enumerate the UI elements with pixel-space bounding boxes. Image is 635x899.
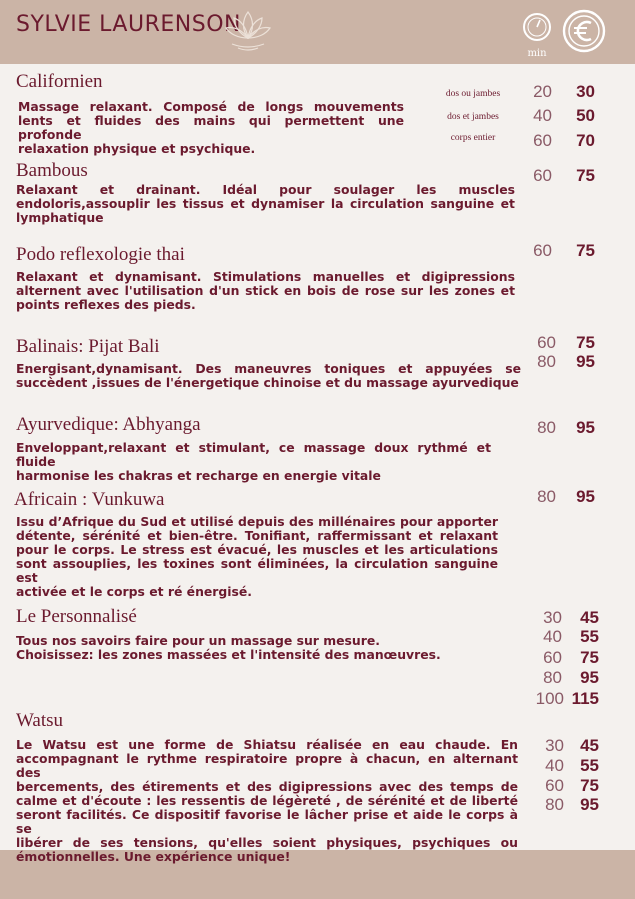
service-description: Relaxant et drainant. Idéal pour soulager les muscles endoloris,assouplir les tissus et dynamiser la circulation sanguine et lymphatique [16, 182, 515, 225]
duration: 60 [537, 333, 556, 352]
price: 45 [580, 736, 599, 755]
price: 50 [576, 106, 595, 125]
price-note: corps entier [450, 133, 496, 143]
service-title: Balinais: Pijat Bali [16, 336, 160, 357]
price: 75 [576, 333, 595, 352]
service-description: Enveloppant,relaxant et stimulant, ce massage doux rythmé et fluide harmonise les chakras et recharge en energie vitale [16, 440, 491, 483]
duration: 30 [545, 736, 564, 755]
service-description: Relaxant et dynamisant. Stimulations manuelles et digipressions alternent avec l'utilisation d'un stick en bois de rose sur les zones et points reflexes des pieds. [16, 269, 515, 312]
duration: 60 [533, 241, 552, 260]
service-title: Africain : Vunkuwa [14, 489, 165, 510]
price: 55 [580, 756, 599, 775]
duration: 80 [537, 352, 556, 371]
duration: 60 [543, 648, 562, 667]
duration: 40 [545, 756, 564, 775]
service-title: Watsu [16, 710, 64, 731]
service-title: Podo reflexologie thai [16, 244, 185, 265]
price: 95 [580, 795, 599, 814]
price: 75 [580, 648, 599, 667]
price-note: dos et jambes [447, 112, 499, 122]
price: 75 [576, 241, 595, 260]
price: 95 [576, 418, 595, 437]
duration: 30 [543, 608, 562, 627]
price: 55 [580, 627, 599, 646]
duration: 100 [535, 689, 564, 708]
service-description: Massage relaxant. Composé de longs mouvements lents et fluides des mains qui permettent une profonde relaxation physique et psychique. [18, 99, 404, 156]
duration: 40 [543, 627, 562, 646]
minutes-label: min [527, 48, 547, 59]
price: 45 [580, 608, 599, 627]
duration: 40 [533, 106, 552, 125]
clock-icon [522, 12, 552, 42]
price: 95 [580, 668, 599, 687]
price: 95 [576, 352, 595, 371]
brand-name: SYLVIE LAURENSON [16, 12, 241, 37]
lotus-logo-icon [222, 6, 274, 52]
price: 70 [576, 131, 595, 150]
service-title: Bambous [16, 160, 88, 181]
price: 30 [576, 82, 595, 101]
duration: 60 [545, 776, 564, 795]
duration: 60 [533, 166, 552, 185]
duration: 20 [533, 82, 552, 101]
price: 95 [576, 487, 595, 506]
service-title: Le Personnalisé [16, 606, 137, 627]
service-title: Ayurvedique: Abhyanga [16, 414, 201, 435]
duration: 80 [537, 487, 556, 506]
service-description: Energisant,dynamisant. Des maneuvres toniques et appuyées se succèdent ,issues de l'énergetique chinoise et du massage ayurvedique [16, 361, 521, 390]
duration: 80 [545, 795, 564, 814]
price: 115 [571, 689, 599, 708]
duration: 80 [537, 418, 556, 437]
service-description: Le Watsu est une forme de Shiatsu réalisée en eau chaude. En accompagnant le rythme respiratoire propre à chacun, en alternant des bercements, des étirements et des digipressions avec des temps de calme et d'écoute : les ressentis de légèreté , de sérénité et de liberté seront facilités. Ce dispositif favorise le lâcher prise et aide le corps à se libérer de ses tensions, qu'elles soient physiques, psychiques ou émotionnelles. Une expérience unique! [16, 737, 518, 864]
price: 75 [580, 776, 599, 795]
service-description: Tous nos savoirs faire pour un massage sur mesure. Choisissez: les zones massées et l'intensité des manœuvres. [16, 633, 441, 662]
service-title: Californien [16, 71, 103, 92]
euro-icon [562, 9, 606, 53]
duration: 80 [543, 668, 562, 687]
price: 75 [576, 166, 595, 185]
service-description: Issu d’Afrique du Sud et utilisé depuis des millénaires pour apporter détente, sérénité et bien-être. Tonifiant, raffermissant et relaxant pour le corps. Le stress est évacué, les muscles et les articulations sont assouplies, les toxines sont éliminées, la circulation sanguine est activée et le corps et ré énergisé. [16, 514, 498, 599]
duration: 60 [533, 131, 552, 150]
price-note: dos ou jambes [445, 89, 501, 99]
